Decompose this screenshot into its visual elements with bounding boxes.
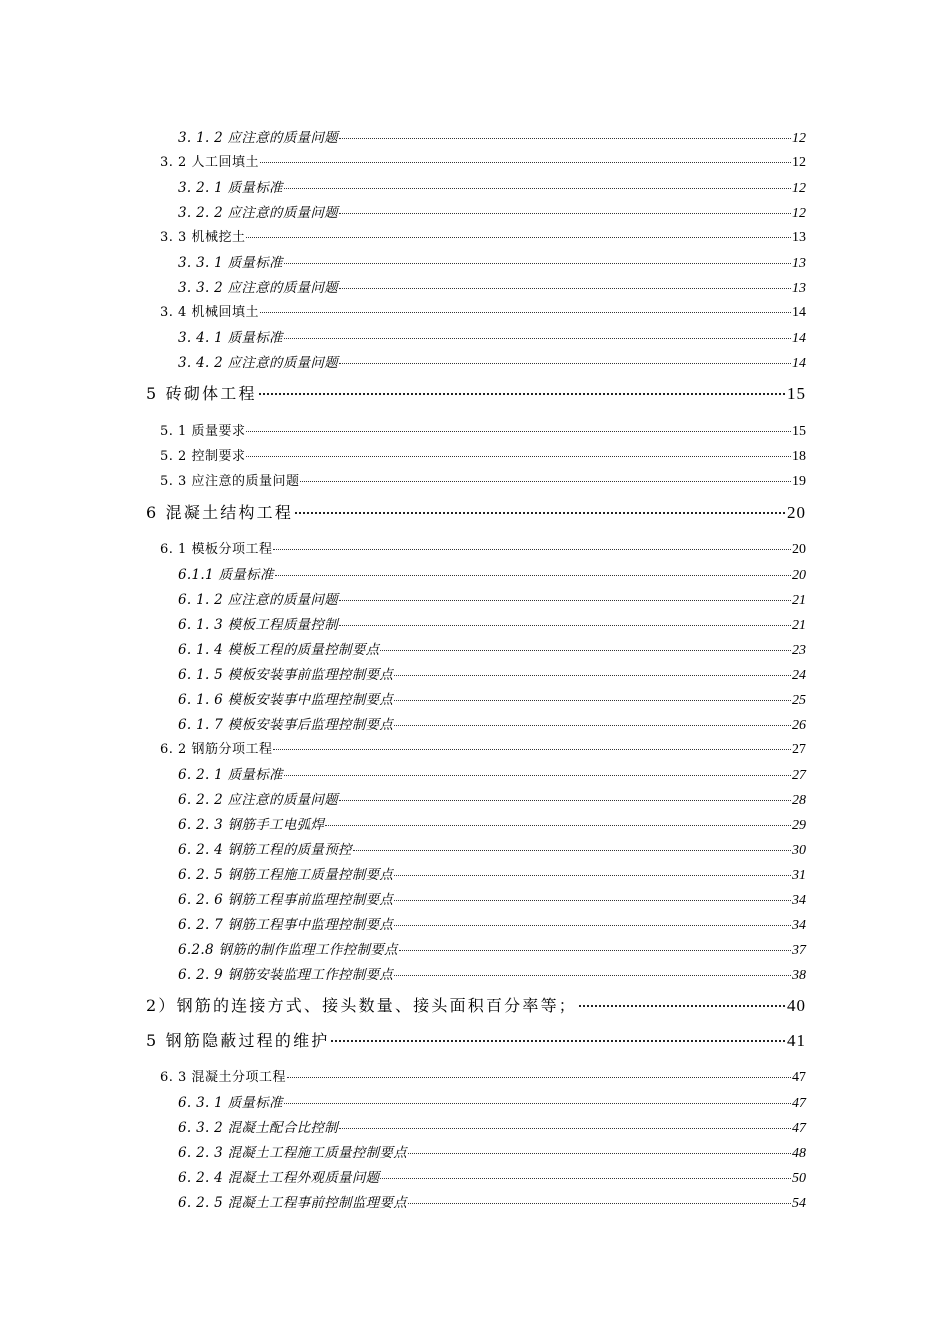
- dot-leader: [353, 849, 791, 851]
- toc-page-number: 21: [792, 618, 806, 633]
- dot-leader: [408, 1152, 791, 1154]
- toc-entry-level-2[interactable]: [160, 538, 806, 560]
- toc-entry-label: 6. 1. 5 模板安装事前监理控制要点: [178, 667, 394, 683]
- toc-entry-label: 2）钢筋的连接方式、接头数量、接头面积百分率等；: [146, 996, 577, 1015]
- toc-entry-label: 3. 3. 2 应注意的质量问题: [178, 280, 339, 296]
- toc-entry-level-2[interactable]: [160, 420, 806, 442]
- dot-leader: [295, 511, 785, 514]
- toc-page-number: 48: [792, 1146, 806, 1161]
- dot-leader: [339, 362, 791, 364]
- toc-entry-level-3[interactable]: [178, 126, 806, 148]
- toc-page-number: 34: [792, 918, 806, 933]
- toc-page-number: 47: [792, 1096, 806, 1111]
- toc-page-number: 12: [792, 155, 806, 170]
- dot-leader: [284, 187, 791, 189]
- toc-entry-label: 6.1.1 质量标准: [178, 567, 274, 583]
- toc-page-number: 12: [792, 206, 806, 221]
- toc-entry-level-3[interactable]: [178, 251, 806, 273]
- toc-entry-label: 6. 2. 5 混凝土工程事前控制监理要点: [178, 1195, 408, 1211]
- dot-leader: [339, 624, 791, 626]
- toc-entry-level-3[interactable]: [178, 176, 806, 198]
- toc-page-number: 26: [792, 718, 806, 733]
- toc-entry-label: 3. 2 人工回填土: [160, 155, 259, 170]
- toc-entry-label: 5. 3 应注意的质量问题: [160, 474, 300, 489]
- toc-entry-level-3[interactable]: [178, 863, 806, 885]
- toc-entry-label: 6.2.8 钢筋的制作监理工作控制要点: [178, 942, 398, 958]
- dot-leader: [246, 430, 791, 432]
- toc-page-number: 50: [792, 1171, 806, 1186]
- toc-page-number: 41: [787, 1031, 806, 1050]
- toc-page-number: 21: [792, 593, 806, 608]
- toc-entry-label: 5. 1 质量要求: [160, 424, 246, 439]
- toc-entry-label: 3. 4. 2 应注意的质量问题: [178, 355, 339, 371]
- toc-entry-level-3[interactable]: [178, 351, 806, 373]
- toc-entry-label: 6. 2. 2 应注意的质量问题: [178, 792, 339, 808]
- toc-entry-level-3[interactable]: [178, 788, 806, 810]
- toc-page-number: 40: [787, 996, 806, 1015]
- dot-leader: [339, 137, 791, 139]
- toc-page-number: 12: [792, 181, 806, 196]
- toc-page-number: 47: [792, 1121, 806, 1136]
- toc-page-number: 19: [792, 474, 806, 489]
- toc-entry-label: 6. 3 混凝土分项工程: [160, 1070, 286, 1085]
- toc-page-number: 34: [792, 893, 806, 908]
- toc-page-number: 15: [792, 424, 806, 439]
- toc-page-number: 18: [792, 449, 806, 464]
- dot-leader: [394, 899, 791, 901]
- toc-entry-label: 5 钢筋隐蔽过程的维护: [146, 1031, 330, 1050]
- toc-page-number: 23: [792, 643, 806, 658]
- toc-entry-label: 6. 2 钢筋分项工程: [160, 742, 273, 757]
- toc-page-number: 13: [792, 256, 806, 271]
- toc-entry-label: 6. 3. 2 混凝土配合比控制: [178, 1120, 339, 1136]
- toc-entry-label: 3. 3. 1 质量标准: [178, 255, 283, 271]
- toc-entry-level-3[interactable]: [178, 638, 806, 660]
- toc-entry-level-3[interactable]: [178, 1091, 806, 1113]
- toc-entry-level-3[interactable]: [178, 1166, 806, 1188]
- dot-leader: [339, 799, 791, 801]
- toc-entry-level-3[interactable]: [178, 913, 806, 935]
- toc-page-number: 20: [792, 542, 806, 557]
- toc-entry-level-3[interactable]: [178, 688, 806, 710]
- dot-leader: [408, 1202, 791, 1204]
- toc-entry-level-2[interactable]: [160, 151, 806, 173]
- toc-entry-level-1[interactable]: [146, 993, 806, 1021]
- toc-page-number: 30: [792, 843, 806, 858]
- dot-leader: [325, 824, 791, 826]
- toc-entry-level-3[interactable]: [178, 1191, 806, 1213]
- toc-entry-level-3[interactable]: [178, 938, 806, 960]
- toc-page-number: 29: [792, 818, 806, 833]
- toc-entry-label: 6. 2. 1 质量标准: [178, 767, 283, 783]
- toc-entry-level-1[interactable]: [146, 500, 806, 528]
- toc-page-number: 38: [792, 968, 806, 983]
- dot-leader: [394, 874, 791, 876]
- toc-entry-level-2[interactable]: [160, 1066, 806, 1088]
- dot-leader: [380, 649, 791, 651]
- dot-leader: [300, 480, 791, 482]
- dot-leader: [339, 1127, 791, 1129]
- toc-entry-level-2[interactable]: [160, 470, 806, 492]
- toc-entry-level-2[interactable]: [160, 445, 806, 467]
- toc-page-number: 20: [787, 503, 806, 522]
- dot-leader: [339, 287, 791, 289]
- dot-leader: [579, 1004, 785, 1007]
- toc-entry-label: 6. 1. 4 模板工程的质量控制要点: [178, 642, 380, 658]
- dot-leader: [284, 262, 791, 264]
- toc-entry-level-2[interactable]: [160, 226, 806, 248]
- toc-page-number: 14: [792, 305, 806, 320]
- toc-page-number: 47: [792, 1070, 806, 1085]
- dot-leader: [284, 774, 791, 776]
- toc-entry-level-3[interactable]: [178, 763, 806, 785]
- dot-leader: [273, 748, 791, 750]
- toc-entry-level-3[interactable]: [178, 326, 806, 348]
- dot-leader: [260, 311, 791, 313]
- toc-entry-level-1[interactable]: [146, 1028, 806, 1056]
- toc-entry-label: 3. 4 机械回填土: [160, 305, 259, 320]
- toc-page-number: 14: [792, 356, 806, 371]
- toc-entry-label: 6. 2. 5 钢筋工程施工质量控制要点: [178, 867, 394, 883]
- dot-leader: [394, 924, 791, 926]
- toc-entry-level-3[interactable]: [178, 1116, 806, 1138]
- toc-entry-level-3[interactable]: [178, 663, 806, 685]
- toc-entry-level-3[interactable]: [178, 813, 806, 835]
- toc-page-number: 37: [792, 943, 806, 958]
- toc-entry-level-3[interactable]: [178, 563, 806, 585]
- toc-page-number: 12: [792, 131, 806, 146]
- dot-leader: [246, 455, 791, 457]
- toc-entry-level-3[interactable]: [178, 276, 806, 298]
- toc-entry-level-3[interactable]: [178, 201, 806, 223]
- toc-entry-label: 6. 1. 7 模板安装事后监理控制要点: [178, 717, 394, 733]
- toc-entry-level-3[interactable]: [178, 838, 806, 860]
- toc-entry-label: 5 砖砌体工程: [146, 384, 257, 403]
- toc-entry-level-3[interactable]: [178, 963, 806, 985]
- toc-entry-label: 3. 3 机械挖土: [160, 230, 246, 245]
- toc-entry-label: 6. 2. 4 钢筋工程的质量预控: [178, 842, 352, 858]
- toc-entry-label: 3. 4. 1 质量标准: [178, 330, 283, 346]
- toc-entry-label: 6. 2. 3 钢筋手工电弧焊: [178, 817, 325, 833]
- dot-leader: [380, 1177, 791, 1179]
- dot-leader: [394, 724, 791, 726]
- dot-leader: [260, 161, 791, 163]
- toc-page-number: 24: [792, 668, 806, 683]
- toc-page-number: 15: [787, 384, 806, 403]
- toc-page-number: 20: [792, 568, 806, 583]
- toc-entry-level-1[interactable]: [146, 381, 806, 409]
- toc-page-number: 31: [792, 868, 806, 883]
- toc-entry-label: 6. 2. 4 混凝土工程外观质量问题: [178, 1170, 380, 1186]
- toc-page-number: 28: [792, 793, 806, 808]
- dot-leader: [246, 236, 791, 238]
- toc-entry-label: 6. 1. 6 模板安装事中监理控制要点: [178, 692, 394, 708]
- dot-leader: [287, 1076, 791, 1078]
- dot-leader: [339, 212, 791, 214]
- toc-entry-level-2[interactable]: [160, 738, 806, 760]
- toc-entry-label: 3. 1. 2 应注意的质量问题: [178, 130, 339, 146]
- toc-entry-level-3[interactable]: [178, 1141, 806, 1163]
- toc-entry-level-3[interactable]: [178, 888, 806, 910]
- toc-entry-label: 3. 2. 1 质量标准: [178, 180, 283, 196]
- toc-entry-label: 6. 3. 1 质量标准: [178, 1095, 283, 1111]
- dot-leader: [284, 337, 791, 339]
- toc-entry-level-3[interactable]: [178, 713, 806, 735]
- toc-page-number: 13: [792, 230, 806, 245]
- dot-leader: [394, 974, 791, 976]
- toc-entry-level-3[interactable]: [178, 588, 806, 610]
- dot-leader: [399, 949, 791, 951]
- toc-entry-label: 5. 2 控制要求: [160, 449, 246, 464]
- toc-page-number: 25: [792, 693, 806, 708]
- toc-entry-label: 6. 1 模板分项工程: [160, 542, 273, 557]
- toc-entry-level-2[interactable]: [160, 301, 806, 323]
- toc-entry-label: 6. 2. 3 混凝土工程施工质量控制要点: [178, 1145, 408, 1161]
- dot-leader: [394, 699, 791, 701]
- toc-entry-label: 6. 2. 9 钢筋安装监理工作控制要点: [178, 967, 394, 983]
- dot-leader: [284, 1102, 791, 1104]
- toc-entry-label: 3. 2. 2 应注意的质量问题: [178, 205, 339, 221]
- toc-page-number: 27: [792, 768, 806, 783]
- toc-entry-label: 6 混凝土结构工程: [146, 503, 294, 522]
- toc-entry-level-3[interactable]: [178, 613, 806, 635]
- toc-entry-label: 6. 1. 2 应注意的质量问题: [178, 592, 339, 608]
- toc-entry-label: 6. 2. 6 钢筋工程事前监理控制要点: [178, 892, 394, 908]
- dot-leader: [331, 1039, 785, 1042]
- dot-leader: [259, 392, 785, 395]
- toc-page-number: 54: [792, 1196, 806, 1211]
- toc-page-number: 14: [792, 331, 806, 346]
- toc-entry-label: 6. 1. 3 模板工程质量控制: [178, 617, 339, 633]
- toc-page-number: 27: [792, 742, 806, 757]
- toc-entry-label: 6. 2. 7 钢筋工程事中监理控制要点: [178, 917, 394, 933]
- dot-leader: [275, 574, 791, 576]
- dot-leader: [273, 548, 791, 550]
- toc-page-number: 13: [792, 281, 806, 296]
- dot-leader: [339, 599, 791, 601]
- dot-leader: [394, 674, 791, 676]
